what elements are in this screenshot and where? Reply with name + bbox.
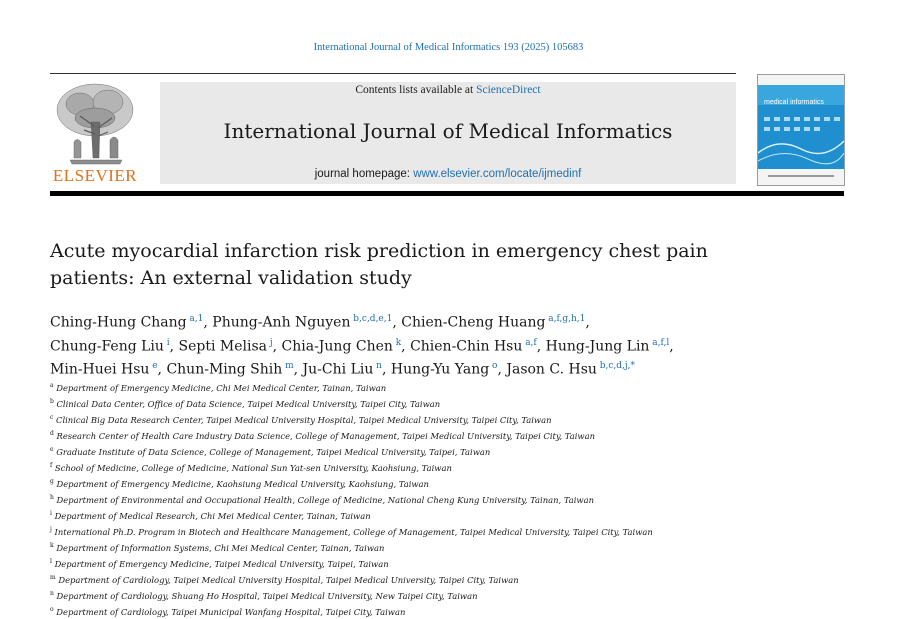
article-title-line-1: Acute myocardial infarction risk prediction in emergency chest pain (50, 240, 708, 262)
author-affiliation-marker[interactable]: a,1 (189, 314, 204, 324)
affiliation-item (50, 491, 850, 507)
journal-cover-image[interactable] (757, 74, 845, 186)
author-affiliation-marker[interactable]: e (152, 361, 158, 372)
affiliation-marker: j (50, 526, 52, 533)
author-separator: , (157, 361, 167, 378)
affiliation-marker: d (50, 430, 54, 437)
journal-title: International Journal of Medical Informatics (223, 119, 673, 143)
affiliation-marker: b (50, 398, 54, 405)
affiliation-item (50, 395, 850, 411)
affiliation-text: Department of Cardiology, Taipei Medical University Hospital, Taipei Medical University, Taipei City, Taiwan (58, 574, 519, 585)
journal-banner (160, 82, 736, 184)
affiliation-marker: n (50, 590, 54, 597)
author-affiliation-marker[interactable]: i (166, 337, 170, 348)
affiliation-marker: f (50, 462, 53, 469)
affiliation-text: Research Center of Health Care Industry Data Science, College of Management, Taipei Medical University, Taipei City, Taiwan (56, 430, 595, 441)
author-affiliation-marker[interactable]: o (492, 361, 498, 372)
author-affiliation-marker[interactable]: b,c,d,e,1 (353, 314, 393, 324)
affiliation-marker: a (50, 382, 54, 389)
author-affiliation-marker[interactable]: a,f,g,h,1 (548, 314, 586, 324)
affiliation-text: International Ph.D. Program in Biotech and Healthcare Management, College of Management, Taipei Medical University, Taipei City, Taiwan (54, 526, 653, 537)
author-separator: , (169, 338, 179, 355)
affiliation-item (50, 539, 850, 555)
author-name[interactable]: Phung-Anh Nguyen (212, 314, 351, 331)
author-separator: , (585, 314, 590, 331)
author-affiliation-marker[interactable]: n (376, 361, 382, 372)
affiliation-item (50, 555, 850, 571)
author-name[interactable]: Jason C. Hsu (506, 361, 597, 378)
cover-art-icon (758, 75, 844, 185)
author-separator: , (272, 338, 282, 355)
author-separator: , (536, 338, 546, 355)
affiliation-marker: i (50, 510, 52, 517)
article-title (50, 238, 750, 292)
author-affiliation-marker[interactable]: m (285, 361, 294, 372)
author-name[interactable]: Chia-Jung Chen (281, 338, 393, 355)
author-separator: , (203, 314, 213, 331)
author-name[interactable]: Chien-Cheng Huang (401, 314, 546, 331)
affiliation-text: Department of Emergency Medicine, Taipei Medical University, Taipei, Taiwan (54, 558, 389, 569)
author-name[interactable]: Chien-Chin Hsu (410, 338, 523, 355)
sciencedirect-link[interactable]: ScienceDirect (476, 84, 541, 96)
journal-citation[interactable]: International Journal of Medical Informatics 193 (2025) 105683 (313, 42, 584, 53)
author-separator: , (293, 361, 303, 378)
affiliation-item (50, 427, 850, 443)
author-name[interactable]: Min-Huei Hsu (50, 361, 150, 378)
homepage-prefix: journal homepage: (314, 168, 414, 180)
affiliation-text: Department of Emergency Medicine, Chi Mei Medical Center, Tainan, Taiwan (56, 382, 387, 393)
author-line (50, 333, 810, 357)
affiliation-item (50, 571, 850, 587)
author-name[interactable]: Septi Melisa (178, 338, 268, 355)
author-separator: , (401, 338, 411, 355)
contents-line (160, 84, 736, 96)
affiliation-marker: m (50, 574, 56, 581)
affiliation-text: Department of Cardiology, Taipei Municipal Wanfang Hospital, Taipei City, Taiwan (56, 606, 406, 617)
author-name[interactable]: Ju-Chi Liu (302, 361, 374, 378)
affiliation-text: Clinical Big Data Research Center, Taipei Medical University Hospital, Taipei Medical University, Taipei City, Taiwan (56, 414, 552, 425)
author-line (50, 309, 810, 333)
affiliation-item (50, 603, 850, 619)
affiliation-text: Department of Medical Research, Chi Mei Medical Center, Tainan, Taiwan (54, 510, 371, 521)
affiliation-text: Department of Cardiology, Shuang Ho Hospital, Taipei Medical University, New Taipei City, Taiwan (56, 590, 478, 601)
tree-icon (50, 82, 140, 166)
affiliation-item (50, 379, 850, 395)
affiliation-marker: e (50, 446, 54, 453)
affiliation-item (50, 459, 850, 475)
affiliation-marker: c (50, 414, 54, 421)
author-line (50, 356, 810, 380)
affiliation-marker: k (50, 542, 54, 549)
affiliation-item (50, 411, 850, 427)
affiliation-text: Graduate Institute of Data Science, College of Management, Taipei Medical University, Taipei, Taiwan (56, 446, 491, 457)
author-name[interactable]: Chung-Feng Liu (50, 338, 164, 355)
header-thick-rule (50, 191, 844, 196)
author-affiliation-marker[interactable]: j (269, 337, 273, 348)
author-separator: , (381, 361, 391, 378)
affiliation-text: Department of Environmental and Occupational Health, College of Medicine, National Cheng Kung University, Tainan, Taiwan (56, 494, 594, 505)
affiliation-marker: l (50, 558, 52, 565)
author-separator: , (497, 361, 507, 378)
affiliation-text: Clinical Data Center, Office of Data Science, Taipei Medical University, Taipei City, Taiwan (56, 398, 441, 409)
contents-prefix: Contents lists available at (355, 84, 477, 96)
affiliation-item (50, 475, 850, 491)
affiliation-item (50, 587, 850, 603)
affiliation-list (50, 379, 850, 619)
affiliation-text: Department of Emergency Medicine, Kaohsiung Medical University, Kaohsiung, Taiwan (56, 478, 429, 489)
author-name[interactable]: Hung-Yu Yang (390, 361, 490, 378)
affiliation-text: School of Medicine, College of Medicine, National Sun Yat-sen University, Kaohsiung, Taiwan (54, 462, 452, 473)
author-name[interactable]: Chun-Ming Shih (166, 361, 283, 378)
affiliation-marker: o (50, 606, 54, 613)
author-affiliation-marker[interactable]: k (395, 337, 402, 348)
affiliation-item (50, 523, 850, 539)
author-separator: , (669, 338, 674, 355)
author-affiliation-marker[interactable]: a,f,l (652, 337, 670, 348)
cover-title: medical informatics (764, 99, 824, 106)
author-affiliation-marker[interactable]: a,f (525, 337, 537, 348)
affiliation-text: Department of Information Systems, Chi Mei Medical Center, Tainan, Taiwan (56, 542, 385, 553)
affiliation-marker: h (50, 494, 54, 501)
affiliation-marker: g (50, 478, 54, 485)
article-title-line-2: patients: An external validation study (50, 267, 412, 289)
elsevier-wordmark: ELSEVIER (52, 166, 138, 185)
author-name[interactable]: Ching-Hung Chang (50, 314, 187, 331)
elsevier-logo[interactable] (50, 82, 140, 186)
header-top-rule (50, 73, 736, 74)
affiliation-item (50, 443, 850, 459)
author-name[interactable]: Hung-Jung Lin (545, 338, 650, 355)
journal-homepage-link[interactable]: www.elsevier.com/locate/ijmedinf (413, 168, 582, 180)
author-separator: , (392, 314, 402, 331)
affiliation-item (50, 507, 850, 523)
author-affiliation-marker[interactable]: b,c,d,j,* (599, 361, 636, 372)
author-list (50, 309, 810, 380)
homepage-line (160, 168, 736, 180)
